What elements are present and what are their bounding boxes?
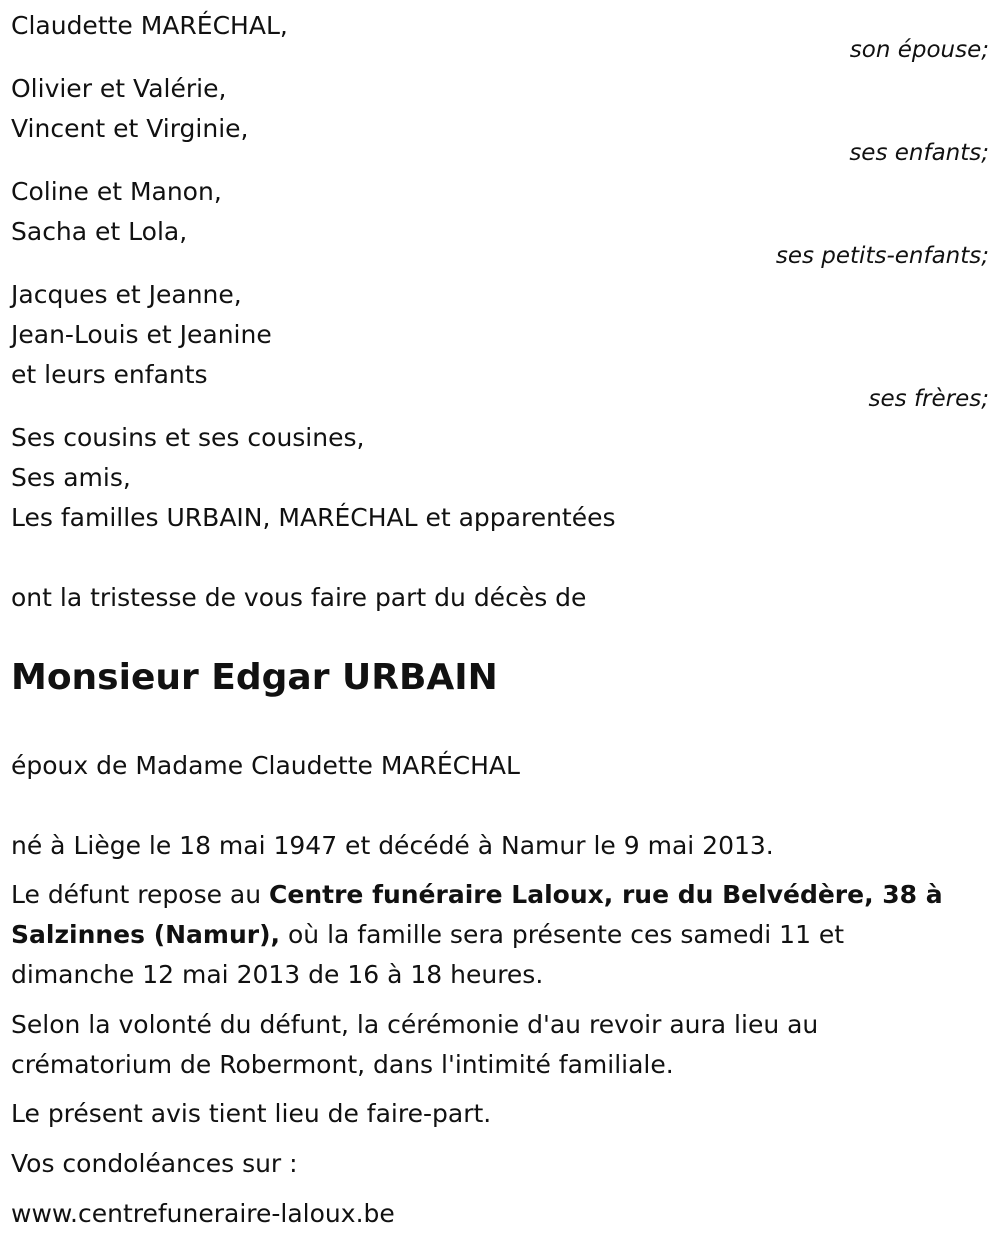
repose-prefix: Le défunt repose au bbox=[11, 880, 270, 909]
spouse-of-text: époux de Madame Claudette MARÉCHAL bbox=[11, 751, 520, 780]
spouse-relation: son épouse; bbox=[849, 37, 989, 63]
siblings-line-3: et leurs enfants bbox=[11, 360, 208, 389]
siblings-relation: ses frères; bbox=[868, 386, 989, 412]
grandchildren-relation: ses petits-enfants; bbox=[775, 243, 989, 269]
repose-location: Centre funéraire Laloux, rue du Belvédère, 38 à Salzinnes (Namur), bbox=[11, 880, 943, 949]
ceremony-paragraph: Selon la volonté du défunt, la cérémonie d'au revoir aura lieu au crématorium de Robermont, dans l'intimité familiale. bbox=[11, 1010, 819, 1079]
children-line-1: Olivier et Valérie, bbox=[11, 74, 227, 103]
repose-paragraph bbox=[11, 875, 971, 995]
deceased-name: Monsieur Edgar URBAIN bbox=[11, 657, 498, 698]
repose-suffix: où la famille sera présente ces samedi 11 et dimanche 12 mai 2013 de 16 à 18 heures. bbox=[11, 920, 845, 989]
website-link-line bbox=[11, 1194, 395, 1234]
website-link[interactable]: www.centrefuneraire-laloux.be bbox=[11, 1199, 395, 1228]
grandchildren-line-2: Sacha et Lola, bbox=[11, 217, 188, 246]
children-line-2: Vincent et Virginie, bbox=[11, 114, 249, 143]
others-line-2: Ses amis, bbox=[11, 463, 131, 492]
others-line-1: Ses cousins et ses cousines, bbox=[11, 423, 365, 452]
condolences-label: Vos condoléances sur : bbox=[11, 1149, 298, 1178]
siblings-line-2: Jean-Louis et Jeanine bbox=[11, 320, 272, 349]
siblings-line-1: Jacques et Jeanne, bbox=[11, 280, 242, 309]
children-relation: ses enfants; bbox=[849, 140, 989, 166]
announcement-text: ont la tristesse de vous faire part du décès de bbox=[11, 583, 587, 612]
grandchildren-line-1: Coline et Manon, bbox=[11, 177, 222, 206]
notice-text: Le présent avis tient lieu de faire-part. bbox=[11, 1099, 492, 1128]
others-line-3: Les familles URBAIN, MARÉCHAL et apparentées bbox=[11, 503, 616, 532]
birth-death-dates: né à Liège le 18 mai 1947 et décédé à Namur le 9 mai 2013. bbox=[11, 831, 774, 860]
spouse-name: Claudette MARÉCHAL, bbox=[11, 11, 288, 40]
